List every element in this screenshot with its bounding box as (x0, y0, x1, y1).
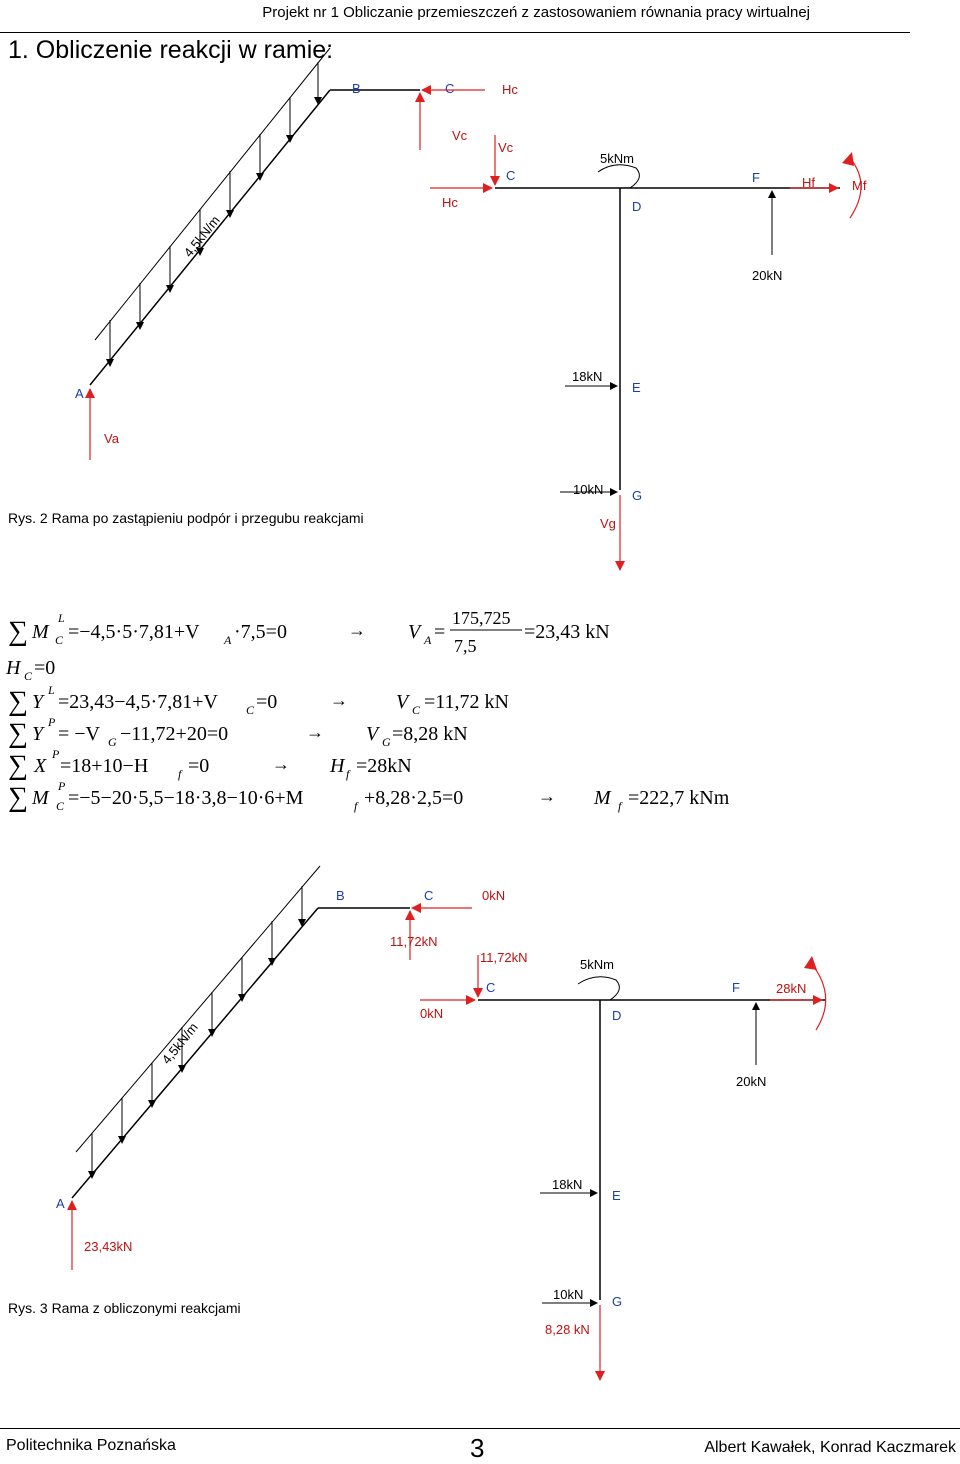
fig3-member-AB (72, 908, 318, 1198)
fig2-node-E: E (632, 380, 641, 395)
eq4-sub: G (108, 735, 117, 749)
eq4-tail: −11,72+20=0 (120, 723, 229, 745)
footer-authors: Albert Kawałek, Konrad Kaczmarek (704, 1439, 956, 1456)
fig3-caption: Rys. 3 Rama z obliczonymi reakcjami (8, 1300, 241, 1316)
page-number: 3 (470, 1433, 485, 1463)
fig3-node-B: B (336, 888, 345, 903)
load-envelope (95, 48, 330, 340)
fig3-20kN: 20kN (736, 1074, 767, 1089)
fig2-node-C-right: C (506, 168, 516, 183)
fig3-node-A: A (56, 1196, 65, 1211)
fig3-mf-arc (810, 962, 826, 1030)
moment-5-arc (598, 165, 639, 188)
eq3-sum: ∑ (8, 686, 28, 717)
eq1-res-sub: A (424, 633, 432, 647)
eq6-M: M (32, 787, 49, 809)
eq3-sub: C (246, 703, 255, 717)
mf-arrowhead (842, 152, 854, 166)
footer-divider (0, 1428, 960, 1429)
fig2-node-C-top: C (445, 81, 455, 96)
eq1-arrow: → (348, 620, 366, 640)
fig3-23kN: 23,43kN (84, 1239, 133, 1254)
eq5-sum: ∑ (8, 750, 28, 781)
fig2-node-D: D (632, 199, 642, 214)
fig3-vc-left: 11,72kN (390, 934, 438, 949)
eq1-body: =−4,5·5·7,81+V (68, 621, 200, 643)
fig2-node-G: G (632, 488, 643, 503)
eq1-result: =23,43 kN (524, 621, 610, 643)
eq6-result: =222,7 kNm (628, 787, 730, 809)
eq1-res-eq: = (434, 621, 446, 643)
eq5-sub: f (178, 767, 182, 781)
section-title: 1. Obliczenie reakcji w ramie: (8, 36, 334, 64)
fig3-node-G: G (612, 1294, 623, 1309)
fig2-Mf: Mf (852, 178, 867, 193)
eq5-arrow: → (272, 754, 290, 774)
eq1-sup: L (58, 611, 65, 625)
fig2-node-F: F (752, 170, 760, 185)
fig3-18kN: 18kN (552, 1177, 583, 1192)
fig3-moment-5: 5kNm (580, 957, 614, 972)
eq6-sub2: f (354, 799, 358, 813)
fig3-moment-arc (578, 977, 619, 1000)
eq5-res-sub: f (346, 767, 350, 781)
eq6-res-sub: f (618, 799, 622, 813)
eq5-body: =18+10−H (60, 755, 149, 777)
distributed-load-arrows (110, 62, 318, 366)
fig3-vc-right: 11,72kN (480, 950, 528, 965)
eq6-sum: ∑ (8, 782, 28, 813)
eq2-rest: =0 (34, 657, 56, 679)
fig2-20kN: 20kN (752, 268, 783, 283)
fig3-rg: 8,28 kN (545, 1322, 590, 1337)
fig2-Va: Va (104, 431, 119, 446)
footer-institution: Politechnika Poznańska (6, 1437, 176, 1454)
eq3-arrow: → (330, 690, 348, 710)
fig3-mf-arrowhead (804, 956, 817, 970)
eq6-res: M (594, 787, 611, 809)
eq1-sub: C (55, 633, 64, 647)
figure-3-frame (0, 850, 960, 1410)
fig2-Vc-left: Vc (452, 128, 468, 143)
eq6-sub: C (56, 799, 65, 813)
fig2-Vg: Vg (600, 516, 616, 531)
eq4-body: = −V (58, 723, 101, 745)
equations-block (0, 600, 960, 830)
eq3-Y: Y (32, 691, 44, 713)
eq3-res-sub: C (412, 703, 421, 717)
eq5-X: X (34, 755, 47, 777)
eq4-res: V (366, 723, 379, 745)
fig3-10kN: 10kN (553, 1287, 584, 1302)
eq1-den: 7,5 (454, 636, 477, 656)
eq2-sub: C (24, 669, 33, 683)
eq1-sum: ∑ (8, 616, 28, 647)
eq4-res-sub: G (382, 735, 391, 749)
eq1-M: M (32, 621, 49, 643)
eq4-sup: P (48, 715, 56, 729)
eq3-body: =23,43−4,5·7,81+V (58, 691, 218, 713)
fig2-18kN: 18kN (572, 369, 603, 384)
fig3-load-envelope (76, 866, 320, 1152)
eq3-tail: =0 (256, 691, 278, 713)
eq6-tail: +8,28·2,5=0 (364, 787, 464, 809)
eq5-tail: =0 (188, 755, 210, 777)
eq5-sup: P (52, 747, 60, 761)
fig3-left-0kN: 0kN (420, 1006, 444, 1021)
eq5-res: H (330, 755, 345, 777)
fig3-node-F: F (732, 980, 740, 995)
fig3-top-0kN: 0kN (482, 888, 506, 903)
eq6-arrow: → (538, 786, 556, 806)
fig3-node-C-top: C (424, 888, 434, 903)
eq1-num: 175,725 (452, 608, 511, 628)
header-title: Projekt nr 1 Obliczanie przemieszczeń z zastosowaniem równania pracy wirtualnej (262, 4, 810, 21)
fig3-28kN: 28kN (776, 981, 807, 996)
eq4-sum: ∑ (8, 718, 28, 749)
fig2-10kN: 10kN (573, 482, 604, 497)
eq4-arrow: → (306, 722, 324, 742)
eq6-sup: P (58, 779, 66, 793)
fig2-moment-5: 5kNm (600, 151, 634, 166)
fig3-load-label: 4,5kN/m (158, 1019, 201, 1067)
eq2-H: H (6, 657, 21, 679)
fig3-node-D: D (612, 1008, 622, 1023)
fig2-Hc-left: Hc (442, 195, 458, 210)
fig2-Hf: Hf (802, 175, 815, 190)
figure-2-frame (0, 0, 960, 580)
eq3-res: V (396, 691, 409, 713)
eq4-Y: Y (32, 723, 44, 745)
fig3-node-E: E (612, 1188, 621, 1203)
eq4-result: =8,28 kN (392, 723, 468, 745)
fig3-node-C-right: C (486, 980, 496, 995)
fig2-node-A: A (75, 386, 84, 401)
eq5-result: =28kN (356, 755, 412, 777)
fig2-node-B: B (352, 81, 361, 96)
eq3-result: =11,72 kN (424, 691, 509, 713)
eq1-tail: ·7,5=0 (234, 621, 287, 643)
fig2-Vc-right: Vc (498, 140, 514, 155)
fig2-load-label: 4,5kN/m (180, 212, 223, 260)
eq1-subA: A (224, 633, 232, 647)
eq1-resV: V (408, 621, 421, 643)
fig2-caption: Rys. 2 Rama po zastąpieniu podpór i przegubu reakcjami (8, 510, 364, 526)
fig2-Hc-top: Hc (502, 82, 518, 97)
eq6-body: =−5−20·5,5−18·3,8−10·6+M (68, 787, 304, 809)
eq3-sup: L (48, 683, 55, 697)
